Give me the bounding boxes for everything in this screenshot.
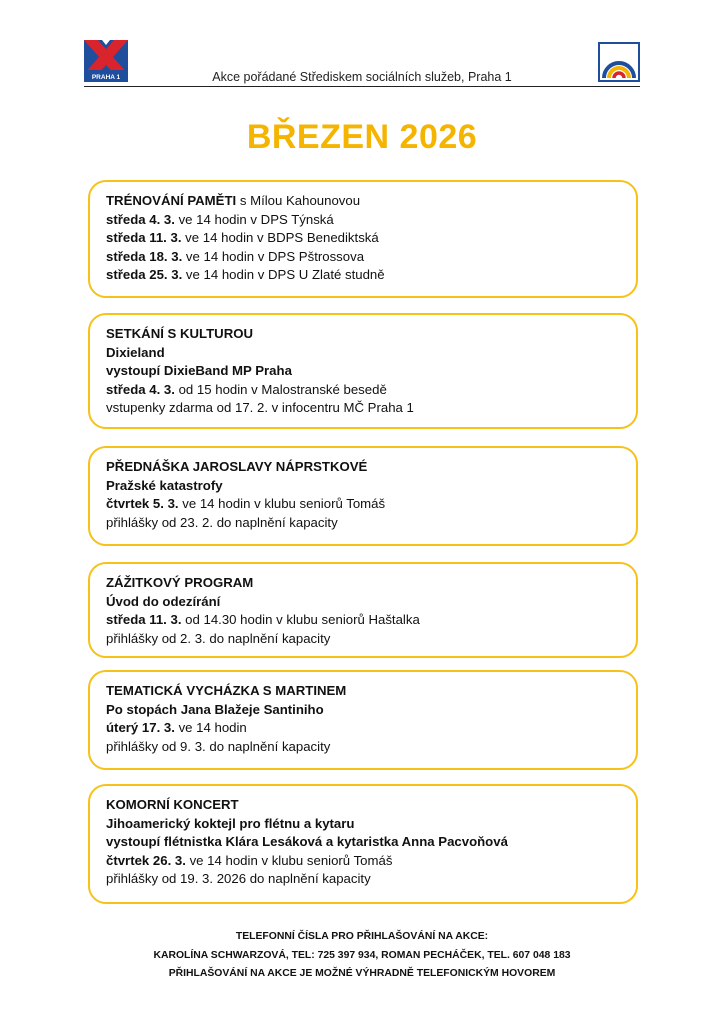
event-date-row xyxy=(106,611,620,630)
event-title: KOMORNÍ KONCERT xyxy=(106,797,239,812)
event-day: středa 11. 3. xyxy=(106,230,182,246)
page-header xyxy=(84,40,640,87)
event-day: středa 4. 3. xyxy=(106,211,175,227)
event-note: přihlášky od 23. 2. do naplnění kapacity xyxy=(106,514,338,530)
event-performer: vystoupí DixieBand MP Praha xyxy=(106,363,292,379)
rainbow-logo xyxy=(598,42,640,82)
header-text: Akce pořádané Střediskem sociálních služeb, Praha 1 xyxy=(212,70,512,84)
event-box-lecture xyxy=(88,446,638,546)
event-info: ve 14 hodin v DPS Pštrossova xyxy=(182,248,365,264)
event-date-row xyxy=(106,852,620,871)
event-box-walk xyxy=(88,670,638,770)
logo-label: PRAHA 1 xyxy=(91,74,121,81)
event-name: Úvod do odezírání xyxy=(106,593,221,609)
event-info: ve 14 hodin v klubu seniorů Tomáš xyxy=(178,496,386,512)
event-info: od 14.30 hodin v klubu seniorů Haštalka xyxy=(181,612,420,628)
event-box-experience xyxy=(88,562,638,658)
event-note: přihlášky od 9. 3. do naplnění kapacity xyxy=(106,738,331,754)
event-info: ve 14 hodin v klubu seniorů Tomáš xyxy=(185,852,393,868)
event-name: Dixieland xyxy=(106,344,165,360)
event-note: přihlášky od 19. 3. 2026 do naplnění kapacity xyxy=(106,871,371,887)
footer-line: TELEFONNÍ ČÍSLA PRO PŘIHLAŠOVÁNÍ NA AKCE: xyxy=(235,931,489,942)
event-name: Jihoamerický koktejl pro flétnu a kytaru xyxy=(106,815,355,831)
event-info: od 15 hodin v Malostranské besedě xyxy=(174,381,387,397)
event-title: PŘEDNÁŠKA JAROSLAVY NÁPRSTKOVÉ xyxy=(106,459,368,474)
event-day: čtvrtek 26. 3. xyxy=(106,852,186,868)
event-info: ve 14 hodin v DPS Týnská xyxy=(174,211,334,227)
event-day: úterý 17. 3. xyxy=(106,720,175,736)
event-date-row xyxy=(106,266,620,285)
event-title: TRÉNOVÁNÍ PAMĚTI xyxy=(106,193,237,208)
event-day: středa 11. 3. xyxy=(106,612,182,628)
page-title: BŘEZEN 2026 xyxy=(246,118,478,156)
footer-line: PŘIHLAŠOVÁNÍ NA AKCE JE MOŽNÉ VÝHRADNĚ TELEFONICKÝM HOVOREM xyxy=(168,968,556,979)
event-date-row xyxy=(106,211,620,230)
event-title: ZÁŽITKOVÝ PROGRAM xyxy=(106,575,254,590)
event-note: vstupenky zdarma od 17. 2. v infocentru MČ Praha 1 xyxy=(106,400,414,416)
event-box-culture xyxy=(88,313,638,429)
event-box-memory-training xyxy=(88,180,638,298)
event-date-row xyxy=(106,229,620,248)
event-day: čtvrtek 5. 3. xyxy=(106,496,179,512)
event-title: TEMATICKÁ VYCHÁZKA S MARTINEM xyxy=(106,683,347,698)
event-title: SETKÁNÍ S KULTUROU xyxy=(106,326,254,341)
event-date-row xyxy=(106,248,620,267)
footer-line: KAROLÍNA SCHWARZOVÁ, TEL: 725 397 934, ROMAN PECHÁČEK, TEL. 607 048 183 xyxy=(153,949,571,961)
event-date-row xyxy=(106,381,620,400)
event-date-row xyxy=(106,495,620,514)
event-day: středa 18. 3. xyxy=(106,248,183,264)
event-heading xyxy=(106,192,620,211)
event-host: s Mílou Kahounovou xyxy=(236,193,361,208)
event-info: ve 14 hodin v BDPS Benediktská xyxy=(181,230,379,246)
event-name: Po stopách Jana Blažeje Santiniho xyxy=(106,701,324,717)
event-note: přihlášky od 2. 3. do naplnění kapacity xyxy=(106,630,331,646)
event-date-row xyxy=(106,719,620,738)
event-name: Pražské katastrofy xyxy=(106,477,223,493)
event-performer: vystoupí flétnistka Klára Lesáková a kytaristka Anna Pacvoňová xyxy=(106,834,508,850)
event-day: středa 4. 3. xyxy=(106,381,175,397)
event-day: středa 25. 3. xyxy=(106,267,183,283)
event-info: ve 14 hodin xyxy=(174,720,247,736)
event-box-concert xyxy=(88,784,638,904)
event-info: ve 14 hodin v DPS U Zlaté studně xyxy=(182,267,385,283)
page-footer xyxy=(0,928,724,984)
